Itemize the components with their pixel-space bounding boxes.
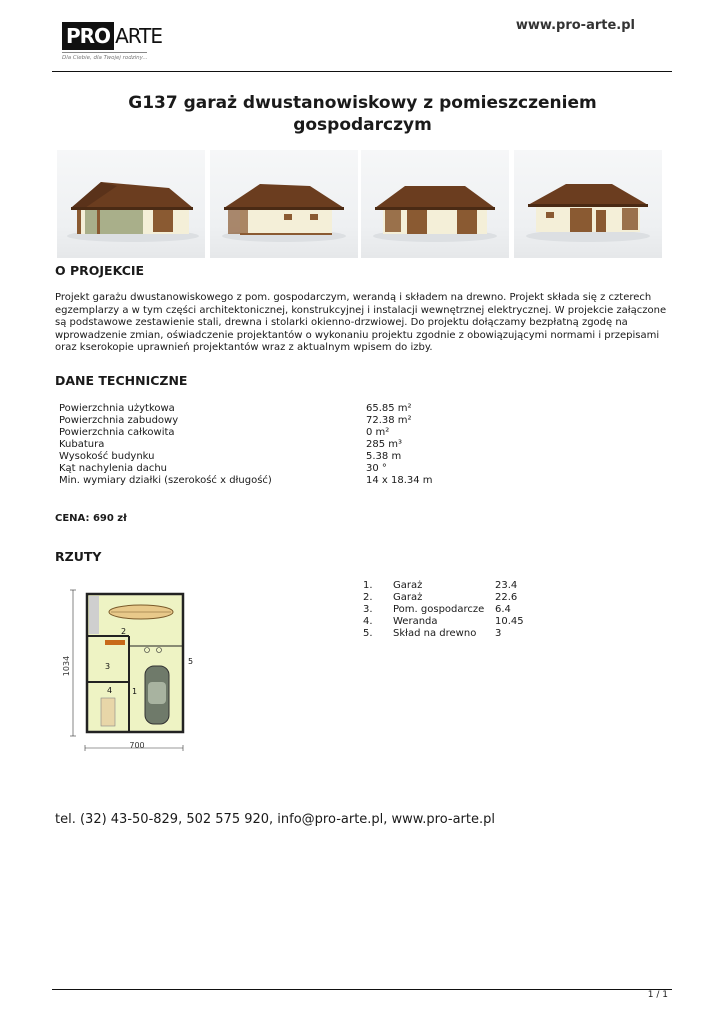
price: CENA: 690 zł: [55, 513, 127, 524]
render-view-3: [361, 150, 509, 258]
page-title: G137 garaż dwustanowiskowy z pomieszczeniem gospodarczym: [128, 93, 597, 135]
render-view-4: [514, 150, 662, 258]
footer-divider: [52, 989, 672, 990]
room-row: 1. Garaż 23.4: [363, 580, 518, 591]
tech-row: Kąt nachylenia dachu 30 °: [59, 463, 387, 474]
about-heading: O PROJEKCIE: [55, 263, 145, 278]
plan-dim-width: 700: [129, 741, 145, 750]
about-text: Projekt garażu dwustanowiskowego z pom. gospodarczym, werandą i składem na drewno. Projekt składa się z czterech egzemplarzy a w tym części architektonicznej, konstrukcyjnej i instalacji wewnętrznej elektrycznej. W projekcie załączone są podstawowe zestawienie stali, drewna i stolarki okienno-drzwiowej. Do projektu dołączamy bezpłatną zgodę na wprowadzenie zmian, oświadczenie projektantów o wykonaniu projektu zgodnie z obowiązującymi normami i przepisami oraz kserokopie uprawnień projektantów wraz z aktualnym wpisem do izby.: [55, 292, 667, 354]
room-row: 2. Garaż 22.6: [363, 592, 518, 603]
pro-arte-logo: [62, 22, 172, 66]
logo-pro: PRO: [62, 22, 114, 50]
tech-row: Powierzchnia użytkowa 65.85 m²: [59, 403, 412, 414]
plan-label-2: 2: [121, 627, 127, 636]
render-view-1: [57, 150, 205, 258]
plan-label-4: 4: [107, 686, 113, 695]
tech-heading: DANE TECHNICZNE: [55, 373, 188, 388]
tech-row: Kubatura 285 m³: [59, 439, 403, 450]
plans-heading: RZUTY: [55, 549, 102, 564]
header-divider: [52, 71, 672, 72]
plan-label-1: 1: [132, 687, 138, 696]
logo-wordmark: [62, 24, 162, 48]
logo-arte: ARTE: [115, 24, 163, 48]
tech-row: Powierzchnia zabudowy 72.38 m²: [59, 415, 412, 426]
plan-dim-height: 1034: [62, 655, 71, 677]
plan-label-5: 5: [188, 657, 194, 666]
tech-row: Min. wymiary działki (szerokość x długość) 14 x 18.34 m: [59, 475, 433, 486]
room-row: 4. Weranda 10.45: [363, 616, 524, 627]
plan-label-3: 3: [105, 662, 111, 671]
render-view-2: [210, 150, 358, 258]
page-number: 1 / 1: [647, 990, 668, 1000]
room-row: 3. Pom. gospodarcze 6.4: [363, 604, 511, 615]
tech-row: Wysokość budynku 5.38 m: [59, 451, 402, 462]
tech-row: Powierzchnia całkowita 0 m²: [59, 427, 390, 438]
contact-line: tel. (32) 43-50-829, 502 575 920, info@pro-arte.pl, www.pro-arte.pl: [55, 812, 495, 827]
floor-plan: [55, 578, 210, 768]
room-row: 5. Skład na drewno 3: [363, 628, 502, 639]
header-website-link[interactable]: www.pro-arte.pl: [515, 18, 635, 33]
logo-slogan: Dla Ciebie, dla Twojej rodziny...: [62, 55, 148, 61]
